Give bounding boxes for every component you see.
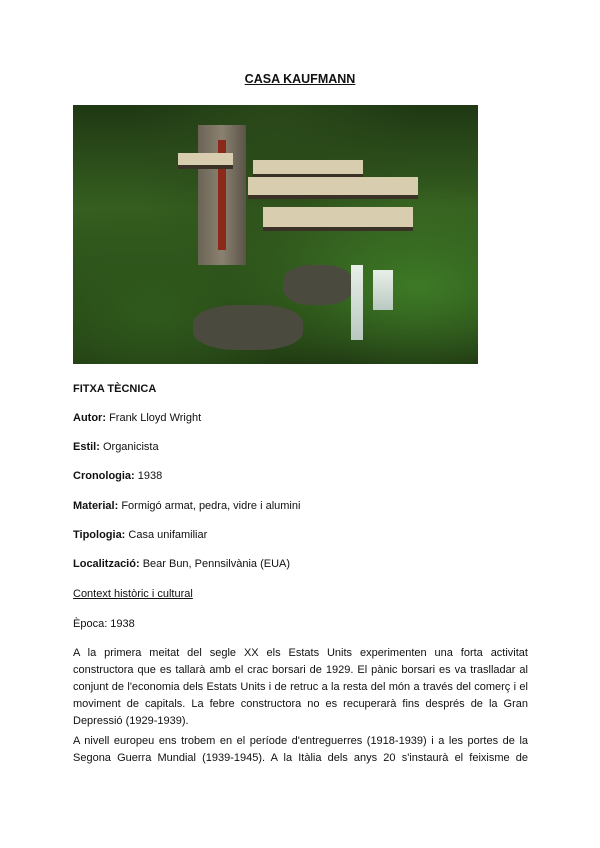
field-label: Cronologia: [73,470,135,482]
document-title: CASA KAUFMANN [244,72,356,86]
field-value: Casa unifamiliar [128,529,208,541]
context-heading: Context històric i cultural [73,588,193,600]
terrace [248,177,418,195]
waterfall [373,270,393,310]
field-label: Material: [73,500,119,512]
field-label: Autor: [73,412,106,424]
field-value: Frank Lloyd Wright [109,412,202,424]
epoca-line: Època: 1938 [73,618,135,630]
fitxa-localitzacio [73,556,528,573]
field-label: Tipologia: [73,529,126,541]
field-label: Localització: [73,558,140,570]
terrace [253,160,363,174]
rock [283,265,353,305]
house-photo [73,105,478,364]
context-paragraph: A la primera meitat del segle XX els Estats Units experimenten una forta activitat constructora que es tallarà amb el crac borsari de 1929. El pànic borsari es va traslladar al conjunt de l'economia dels Estats Units i de retruc a la resta del món a través del comerç i el moviment de capitals. La febre constructora no es recuperarà fins després de la Gran Depressió (1929-1939). [73,647,528,727]
terrace [263,207,413,227]
stone-chimney [198,125,246,265]
fitxa-tipologia [73,527,528,544]
fitxa-material [73,498,528,515]
fitxa-cronologia [73,468,528,485]
context-paragraph: A nivell europeu ens trobem en el període d'entreguerres (1918-1939) i a les portes de la Segona Guerra Mundial (1939-1945). A la Itàlia dels anys 20 s'instaurà el feixisme de [73,735,528,764]
terrace [178,153,233,165]
fitxa-estil [73,439,528,456]
rock [193,305,303,350]
field-value: Organicista [102,441,159,453]
field-value: Bear Bun, Pennsilvània (EUA) [142,558,291,570]
fitxa-heading: FITXA TÈCNICA [73,383,157,395]
waterfall [351,265,363,340]
field-label: Estil: [73,441,100,453]
field-value: 1938 [137,470,163,482]
fitxa-autor [73,410,528,427]
field-value: Formigó armat, pedra, vidre i alumini [121,500,301,512]
